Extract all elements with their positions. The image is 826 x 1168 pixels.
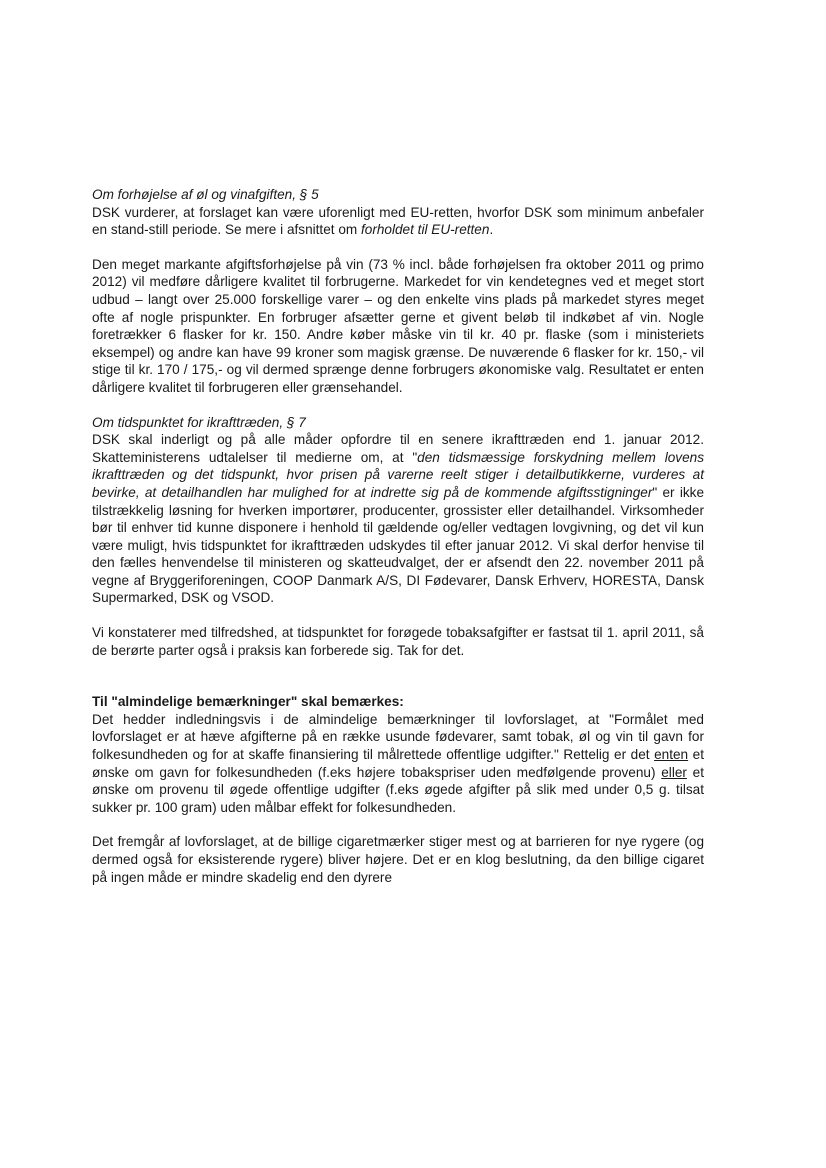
- text-span: .: [489, 222, 494, 238]
- paragraph-eu-law: [92, 204, 704, 239]
- paragraph-cigarettes: Det fremgår af lovforslaget, at de billige cigaretmærker stiger mest og at barrieren for nye rygere (og dermed også for eksisterende rygere) bliver højere. Det er en klog beslutning, da den billige cigaret på ingen måde er mindre skadelig end den dyrere: [92, 834, 704, 885]
- document-page: [92, 186, 704, 886]
- text-span: " er ikke tilstrækkelig løsning for hverken importører, producenter, grossister eller detailhandel. Virksomheder bør til enhver tid kunne disponere i henhold til gældende og/eller vedtagen lovgivning, og det vil kun være muligt, hvis tidspunktet for ikrafttræden udskydes til efter januar 2012. Vi skal derfor henvise til den fælles henvendelse til ministeren og skatteudvalget, der er afsendt den 22. november 2011 på vegne af Bryggeriforeningen, COOP Danmark A/S, DI Fødevarer, Dansk Erhverv, HORESTA, Dansk Supermarked, DSK og VSOD.: [92, 484, 705, 606]
- section-heading-effective-date: Om tidspunktet for ikrafttræden, § 7: [92, 414, 306, 430]
- text-span: et ønske om gavn for folkesundheden (f.eks højere tobakspriser uden medfølgende provenu): [92, 747, 704, 780]
- eu-law-reference: forholdet til EU-retten: [360, 222, 490, 238]
- paragraph-effective-date: [92, 431, 704, 607]
- minister-quote: den tidsmæssige forskydning mellem lovens ikrafttræden og det tidspunkt, hvor prisen på varerne reelt stiger i detailbutikkerne, vurderes at bevirke, at detailhandlen har mulighed for at indrette sig på de kommende afgiftsstigninger: [92, 449, 704, 500]
- paragraph-wine-tax: Den meget markante afgiftsforhøjelse på vin (73 % incl. både forhøjelsen fra oktober 2011 og primo 2012) vil medføre dårligere kvalitet til forbrugerne. Markedet for vin kendetegnes ved et meget stort udbud – langt over 25.000 forskellige varer – og den enkelte vins plads på markedet styres meget ofte af nogle prispunkter. En forbruger afsætter gerne et givent beløb til indkøbet af vin. Nogle foretrækker 6 flasker for kr. 150. Andre køber måske vin til kr. 40 pr. flaske (som i ministeriets eksempel) og andre kan have 99 kroner som magisk grænse. De nuværende 6 flasker for kr. 150,- vil stige til kr. 170 / 175,- og vil dermed sprænge denne forbrugers økonomiske valg. Resultatet er enten dårligere kvalitet til forbrugeren eller grænsehandel.: [92, 256, 704, 395]
- text-span: DSK skal inderligt og på alle måder opfordre til en senere ikrafttræden end 1. januar 2012. Skatteministerens udtalelser til medierne om, at ": [92, 432, 704, 465]
- text-span: et ønske om provenu til øgede offentlige udgifter (f.eks øgede afgifter på slik med under 0,5 g. tilsat sukker pr. 100 gram) uden målbar effekt for folkesundheden.: [92, 764, 704, 815]
- paragraph-tobacco-date: Vi konstaterer med tilfredshed, at tidspunktet for forøgede tobaksafgifter er fastsat til 1. april 2011, så de berørte parter også i praksis kan forberede sig. Tak for det.: [92, 625, 704, 658]
- text-span: Det hedder indledningsvis i de almindelige bemærkninger til lovforslaget, at "Formålet med lovforslaget er at hæve afgifterne på en række usunde fødevarer, samt tobak, øl og vin til gavn for folkesundheden og for at skaffe finansiering til målrettede offentlige udgifter." Rettelig er det: [92, 711, 704, 763]
- section-heading-beer-wine-tax: Om forhøjelse af øl og vinafgiften, § 5: [92, 187, 319, 202]
- underlined-word: eller: [661, 764, 687, 780]
- section-heading-general-remarks: Til "almindelige bemærkninger" skal bemærkes:: [92, 694, 404, 710]
- paragraph-general-remarks: [92, 711, 704, 817]
- underlined-word: enten: [654, 747, 689, 763]
- text-span: DSK vurderer, at forslaget kan være uforenligt med EU-retten, hvorfor DSK som minimum anbefaler en stand-still periode. Se mere i afsnittet om: [92, 204, 704, 238]
